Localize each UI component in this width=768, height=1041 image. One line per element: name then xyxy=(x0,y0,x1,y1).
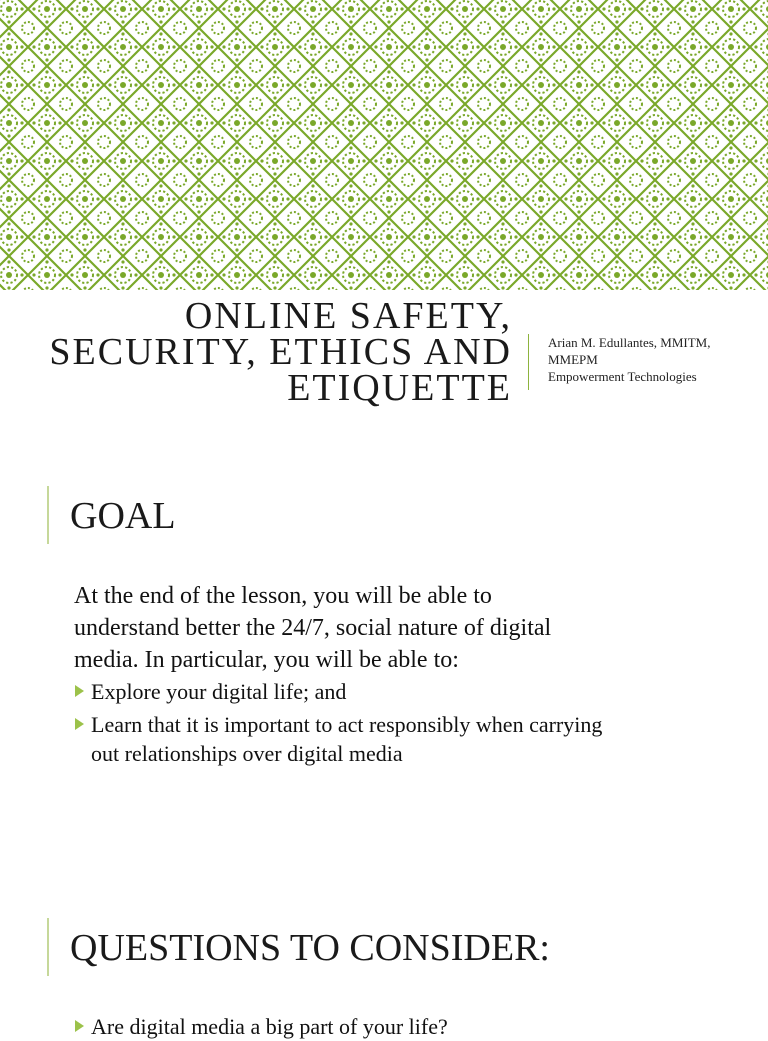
title-line-3: ETIQUETTE xyxy=(287,367,512,409)
course-name: Empowerment Technologies xyxy=(548,369,697,384)
author-line-2: MMEPM xyxy=(548,352,598,367)
title-divider xyxy=(528,334,529,390)
questions-heading: QUESTIONS TO CONSIDER: xyxy=(70,927,550,969)
goal-accent-bar xyxy=(47,486,49,544)
list-item xyxy=(74,1012,734,1041)
questions-accent-bar xyxy=(47,918,49,976)
author-line-1: Arian M. Edullantes, MMITM, xyxy=(548,335,711,350)
goal-body-line-2: understand better the 24/7, social nature of digital xyxy=(74,615,552,641)
title-line-2: SECURITY, ETHICS AND xyxy=(49,331,512,373)
goal-body-line-1: At the end of the lesson, you will be able to xyxy=(74,583,492,609)
bullet-text: Learn that it is important to act responsibly when carrying out relationships over digital media xyxy=(91,712,603,766)
bullet-text: Explore your digital life; and xyxy=(91,679,347,704)
list-item xyxy=(74,710,734,768)
triangle-bullet-icon xyxy=(74,718,85,729)
questions-bullet-list xyxy=(74,1012,734,1041)
goal-body-line-3: media. In particular, you will be able to: xyxy=(74,647,459,673)
goal-heading: GOAL xyxy=(70,495,176,537)
decorative-pattern-banner xyxy=(0,0,768,290)
goal-bullet-list xyxy=(74,677,734,768)
goal-body xyxy=(74,580,714,676)
bullet-text: Are digital media a big part of your life? xyxy=(91,1014,448,1039)
triangle-bullet-icon xyxy=(74,1020,85,1031)
slide-title xyxy=(20,295,512,409)
list-item xyxy=(74,677,734,706)
triangle-bullet-icon xyxy=(74,685,85,696)
title-line-1: ONLINE SAFETY, xyxy=(184,295,512,337)
slide-subtitle xyxy=(548,334,758,385)
